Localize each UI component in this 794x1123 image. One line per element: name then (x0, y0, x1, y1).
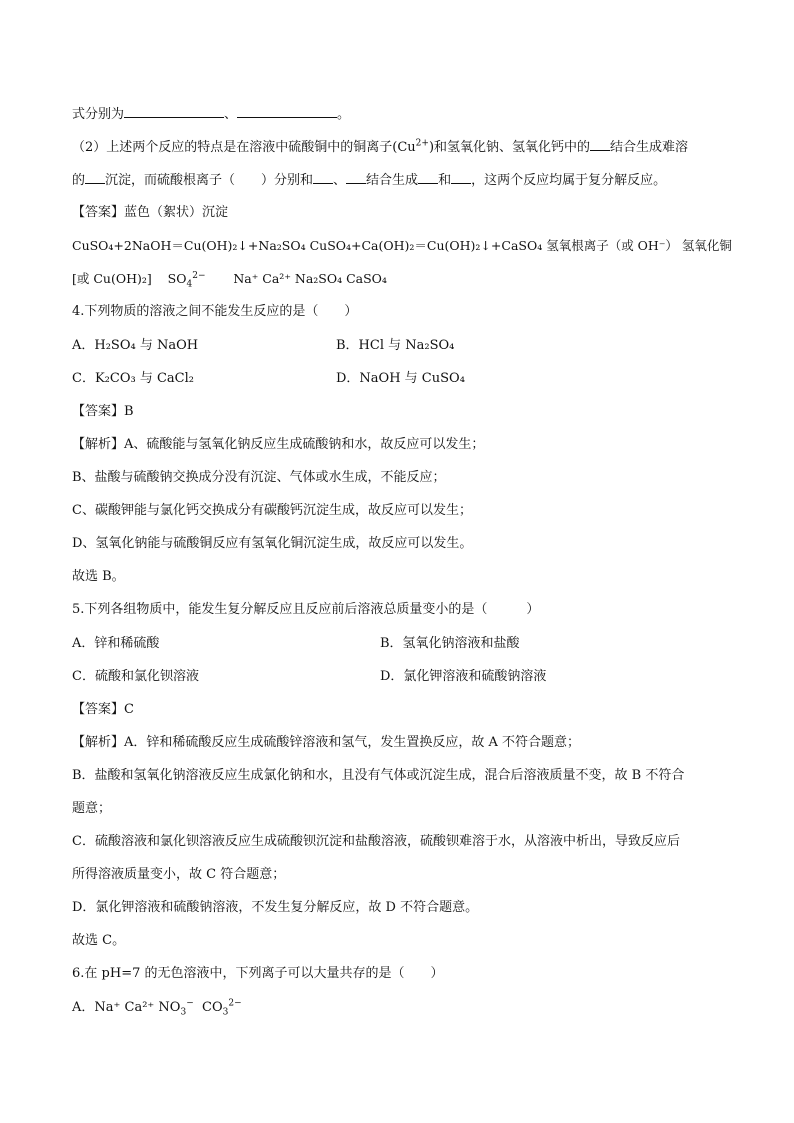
q4-analysis-2: B、盐酸与硫酸钠交换成分没有沉淀、气体或水生成，不能反应； (72, 470, 446, 485)
answer-blank (590, 137, 610, 151)
analysis-text: A．锌和稀硫酸反应生成硫酸锌溶液和氢气，发生置换反应，故 A 不符合题意； (124, 735, 581, 750)
q3-line3-a: 的 (72, 173, 86, 188)
nitrate-sup: − (186, 998, 194, 1009)
q4-options-row2 (72, 370, 732, 388)
q4-option-c: C．K₂CO₃ 与 CaCl₂ (72, 371, 194, 386)
q5-answer (72, 701, 134, 719)
sulfate-ion: SO (167, 271, 187, 286)
nitrate-sub: 3 (180, 1007, 187, 1018)
separator: 、 (224, 107, 238, 122)
q5-option-c: C．硫酸和氯化钡溶液 (72, 669, 199, 684)
q3-line1-text: 式分别为 (72, 107, 125, 122)
equation-line2-c: Na⁺ Ca²⁺ Na₂SO₄ CaSO₄ (233, 271, 387, 286)
answer-blank (418, 170, 438, 184)
q3-line2-text: （2）上述两个反应的特点是在溶液中硫酸铜中的铜离子(Cu (72, 140, 416, 155)
q4-analysis-1 (72, 436, 484, 454)
q4-conclusion: 故选 B。 (72, 569, 125, 584)
answer-label: 【答案】 (72, 205, 125, 220)
answer-blank (346, 170, 366, 184)
answer-blank (85, 170, 105, 184)
q3-line3-e: 和 (438, 173, 452, 188)
analysis-text: A、硫酸能与氢氧化钠反应生成硫酸钠和水，故反应可以发生； (124, 437, 485, 452)
q5-analysis-1 (72, 734, 580, 752)
q4-analysis-4: D、氢氧化钠能与硫酸铜反应有氢氧化铜沉淀生成，故反应可以发生。 (72, 536, 473, 551)
q5-analysis-3a: C．硫酸溶液和氯化钡溶液反应生成硫酸钡沉淀和盐酸溶液，硫酸钡难溶于水，从溶液中析出，导致反应后 (72, 834, 680, 849)
q3-equations-2 (72, 270, 387, 288)
q4-option-a: A．H₂SO₄ 与 NaOH (72, 338, 199, 353)
q3-line2-mid: )和氢氧化钠、氢氧化钙中的 (428, 140, 591, 155)
analysis-label: 【解析】 (72, 735, 125, 750)
q3-line3-b: 沉淀，而硫酸根离子（ ）分别和 (105, 173, 314, 188)
q5-option-a: A．锌和稀硫酸 (72, 636, 160, 651)
q5-analysis-3b: 所得溶液质量变小，故 C 符合题意； (72, 867, 286, 882)
q6-option-a-text: A．Na⁺ Ca²⁺ NO (72, 1000, 181, 1015)
answer-blank (313, 170, 333, 184)
carbonate-ion: CO (202, 1000, 223, 1015)
q3-equations (72, 237, 732, 255)
answer-text: C (124, 702, 134, 717)
q3-line3-d: 结合生成 (366, 173, 419, 188)
q6-option-a (72, 999, 242, 1017)
q6-stem: 6.在 pH=7 的无色溶液中，下列离子可以大量共存的是（ ） (72, 966, 444, 981)
q3-answer (72, 204, 228, 222)
q3-line3-c: 、 (333, 173, 347, 188)
cu-charge: 2+ (415, 138, 429, 149)
answer-blank (124, 104, 224, 118)
q3-line3 (72, 170, 666, 190)
q3-line1 (72, 104, 350, 124)
carbonate-sup: 2− (228, 998, 242, 1009)
q4-stem: 4.下列物质的溶液之间不能发生反应的是（ ） (72, 304, 358, 319)
sulfate-sub: 4 (186, 279, 193, 290)
answer-text: B (124, 404, 134, 419)
answer-blank (451, 170, 471, 184)
q5-stem: 5.下列各组物质中，能发生复分解反应且反应前后溶液总质量变小的是（ ） (72, 602, 540, 617)
q3-line3-f: ，这两个反应均属于复分解反应。 (471, 173, 667, 188)
equation-line: CuSO₄+2NaOH＝Cu(OH)₂↓+Na₂SO₄ CuSO₄+Ca(OH)₂＝Cu(OH)₂↓+CaSO₄ 氢氧根离子（或 OH⁻） 氢氧化铜 (72, 238, 732, 253)
period: 。 (337, 107, 351, 122)
q4-answer (72, 403, 134, 421)
analysis-label: 【解析】 (72, 437, 125, 452)
answer-label: 【答案】 (72, 404, 125, 419)
q3-line2 (72, 137, 688, 157)
q5-conclusion: 故选 C。 (72, 933, 126, 948)
q5-options-row2 (72, 668, 732, 686)
q5-analysis-4: D．氯化钾溶液和硫酸钠溶液，不发生复分解反应，故 D 不符合题意。 (72, 900, 479, 915)
equation-line2-a: [或 Cu(OH)₂] (72, 271, 152, 286)
q5-options-row1 (72, 635, 732, 653)
q4-option-b: B．HCl 与 Na₂SO₄ (336, 338, 455, 353)
carbonate-sub: 3 (222, 1007, 229, 1018)
q5-option-d: D．氯化钾溶液和硫酸钠溶液 (380, 669, 547, 684)
q4-analysis-3: C、碳酸钾能与氯化钙交换成分有碳酸钙沉淀生成，故反应可以发生； (72, 503, 472, 518)
answer-label: 【答案】 (72, 702, 125, 717)
sulfate-sup: 2− (192, 270, 206, 281)
q5-option-b: B．氢氧化钠溶液和盐酸 (380, 636, 520, 651)
answer-blank (237, 104, 337, 118)
q4-options-row1 (72, 337, 732, 355)
q5-analysis-2b: 题意； (72, 801, 112, 816)
q4-option-d: D．NaOH 与 CuSO₄ (336, 371, 465, 386)
q3-line2-end: 结合生成难溶 (610, 140, 689, 155)
answer-text: 蓝色（絮状）沉淀 (124, 205, 229, 220)
q5-analysis-2a: B．盐酸和氢氧化钠溶液反应生成氯化钠和水，且没有气体或沉淀生成，混合后溶液质量不变，故 B 不符合 (72, 768, 685, 783)
